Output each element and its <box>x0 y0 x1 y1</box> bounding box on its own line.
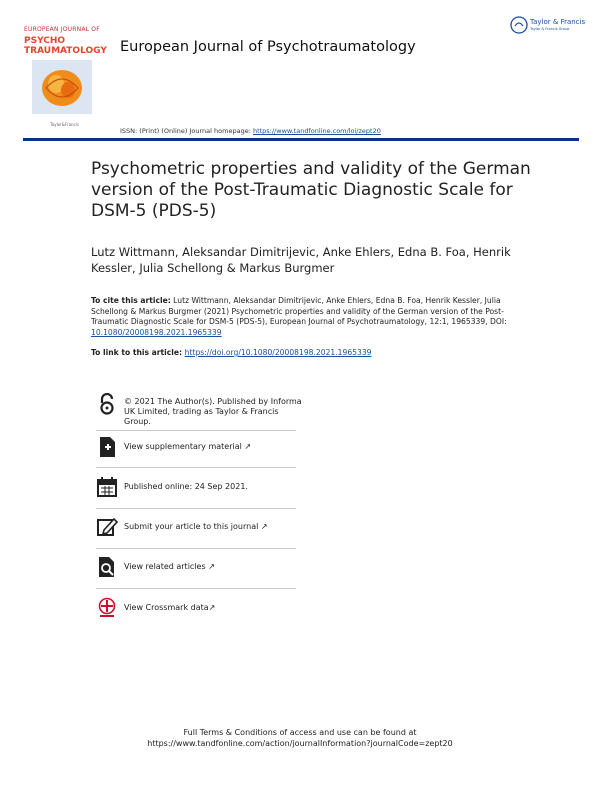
crossmark-label: View Crossmark data <box>124 603 209 612</box>
row-divider <box>96 588 296 589</box>
publisher-logo-icon <box>510 16 528 34</box>
issn-label: ISSN: (Print) (Online) Journal homepage: <box>120 127 253 135</box>
submit-link[interactable] <box>124 522 268 532</box>
logo-word-traumatology: TRAUMATOLOGY <box>24 46 107 56</box>
submit-label: Submit your article to this journal <box>124 522 259 531</box>
journal-logo[interactable] <box>24 26 107 136</box>
edit-icon <box>96 516 118 538</box>
related-link[interactable] <box>124 562 215 572</box>
link-label: To link to this article: <box>91 348 185 357</box>
license-text: © 2021 The Author(s). Published by Informa UK Limited, trading as Taylor & Francis Group. <box>124 397 302 426</box>
supplementary-link[interactable] <box>124 442 251 452</box>
footer <box>0 727 600 749</box>
publisher-logo-text: Taylor & Francis <box>530 18 586 26</box>
row-divider <box>96 467 296 468</box>
logo-small-text: EUROPEAN JOURNAL OF <box>24 26 100 33</box>
published-date: Published online: 24 Sep 2021. <box>124 482 248 491</box>
publisher-logo-subtext: Taylor & Francis Group <box>530 27 570 31</box>
external-link-icon: ↗ <box>208 603 216 612</box>
search-document-icon <box>96 556 118 578</box>
open-access-icon <box>96 393 118 415</box>
citation-block <box>91 296 521 338</box>
article-title: Psychometric properties and validity of the German version of the Post-Traumatic Diagnostic Scale for DSM-5 (PDS-5) <box>91 159 531 221</box>
logo-word-psycho: PSYCHO <box>24 36 66 46</box>
external-link-icon: ↗ <box>208 562 215 571</box>
footer-terms-url[interactable]: https://www.tandfonline.com/action/journalInformation?journalCode=zept20 <box>147 739 453 748</box>
article-link-block <box>91 348 371 357</box>
small-publisher-mark: Taylor&Francis <box>50 122 79 127</box>
article-authors: Lutz Wittmann, Aleksandar Dimitrijevic, Anke Ehlers, Edna B. Foa, Henrik Kessler, Julia Schellong & Markus Burgmer <box>91 245 511 275</box>
journal-homepage-link[interactable]: https://www.tandfonline.com/loi/zept20 <box>252 127 381 135</box>
publisher-logo[interactable] <box>510 16 588 38</box>
journal-title[interactable]: European Journal of Psychotraumatology <box>120 39 416 55</box>
cite-text: Lutz Wittmann, Aleksandar Dimitrijevic, Anke Ehlers, Edna B. Foa, Henrik Kessler, Julia Schellong & Markus Burgmer (2021) Psychometric properties and validity of the German version of the Post-Traumatic Diagnostic Scale for DSM-5 (PDS-5), European Journal of Psychotraumatology, 12:1, 1965339, DOI: <box>91 296 507 326</box>
external-link-icon: ↗ <box>244 442 252 451</box>
row-divider <box>96 430 296 431</box>
cite-doi-link[interactable]: 10.1080/20008198.2021.1965339 <box>91 327 222 337</box>
row-divider <box>96 508 296 509</box>
article-doi-link[interactable]: https://doi.org/10.1080/20008198.2021.1965339 <box>184 348 372 357</box>
supplementary-label: View supplementary material <box>124 442 242 451</box>
row-divider <box>96 548 296 549</box>
header-rule <box>23 138 579 141</box>
crossmark-link[interactable] <box>124 603 215 613</box>
crossmark-icon <box>96 597 118 619</box>
supplementary-file-icon <box>96 436 118 458</box>
brain-logo-icon <box>30 60 94 116</box>
calendar-icon <box>96 476 118 498</box>
external-link-icon: ↗ <box>260 522 268 531</box>
cite-label: To cite this article: <box>91 296 171 305</box>
footer-terms: Full Terms & Conditions of access and use can be found at <box>183 728 417 737</box>
issn-line <box>120 127 381 135</box>
related-label: View related articles <box>124 562 206 571</box>
